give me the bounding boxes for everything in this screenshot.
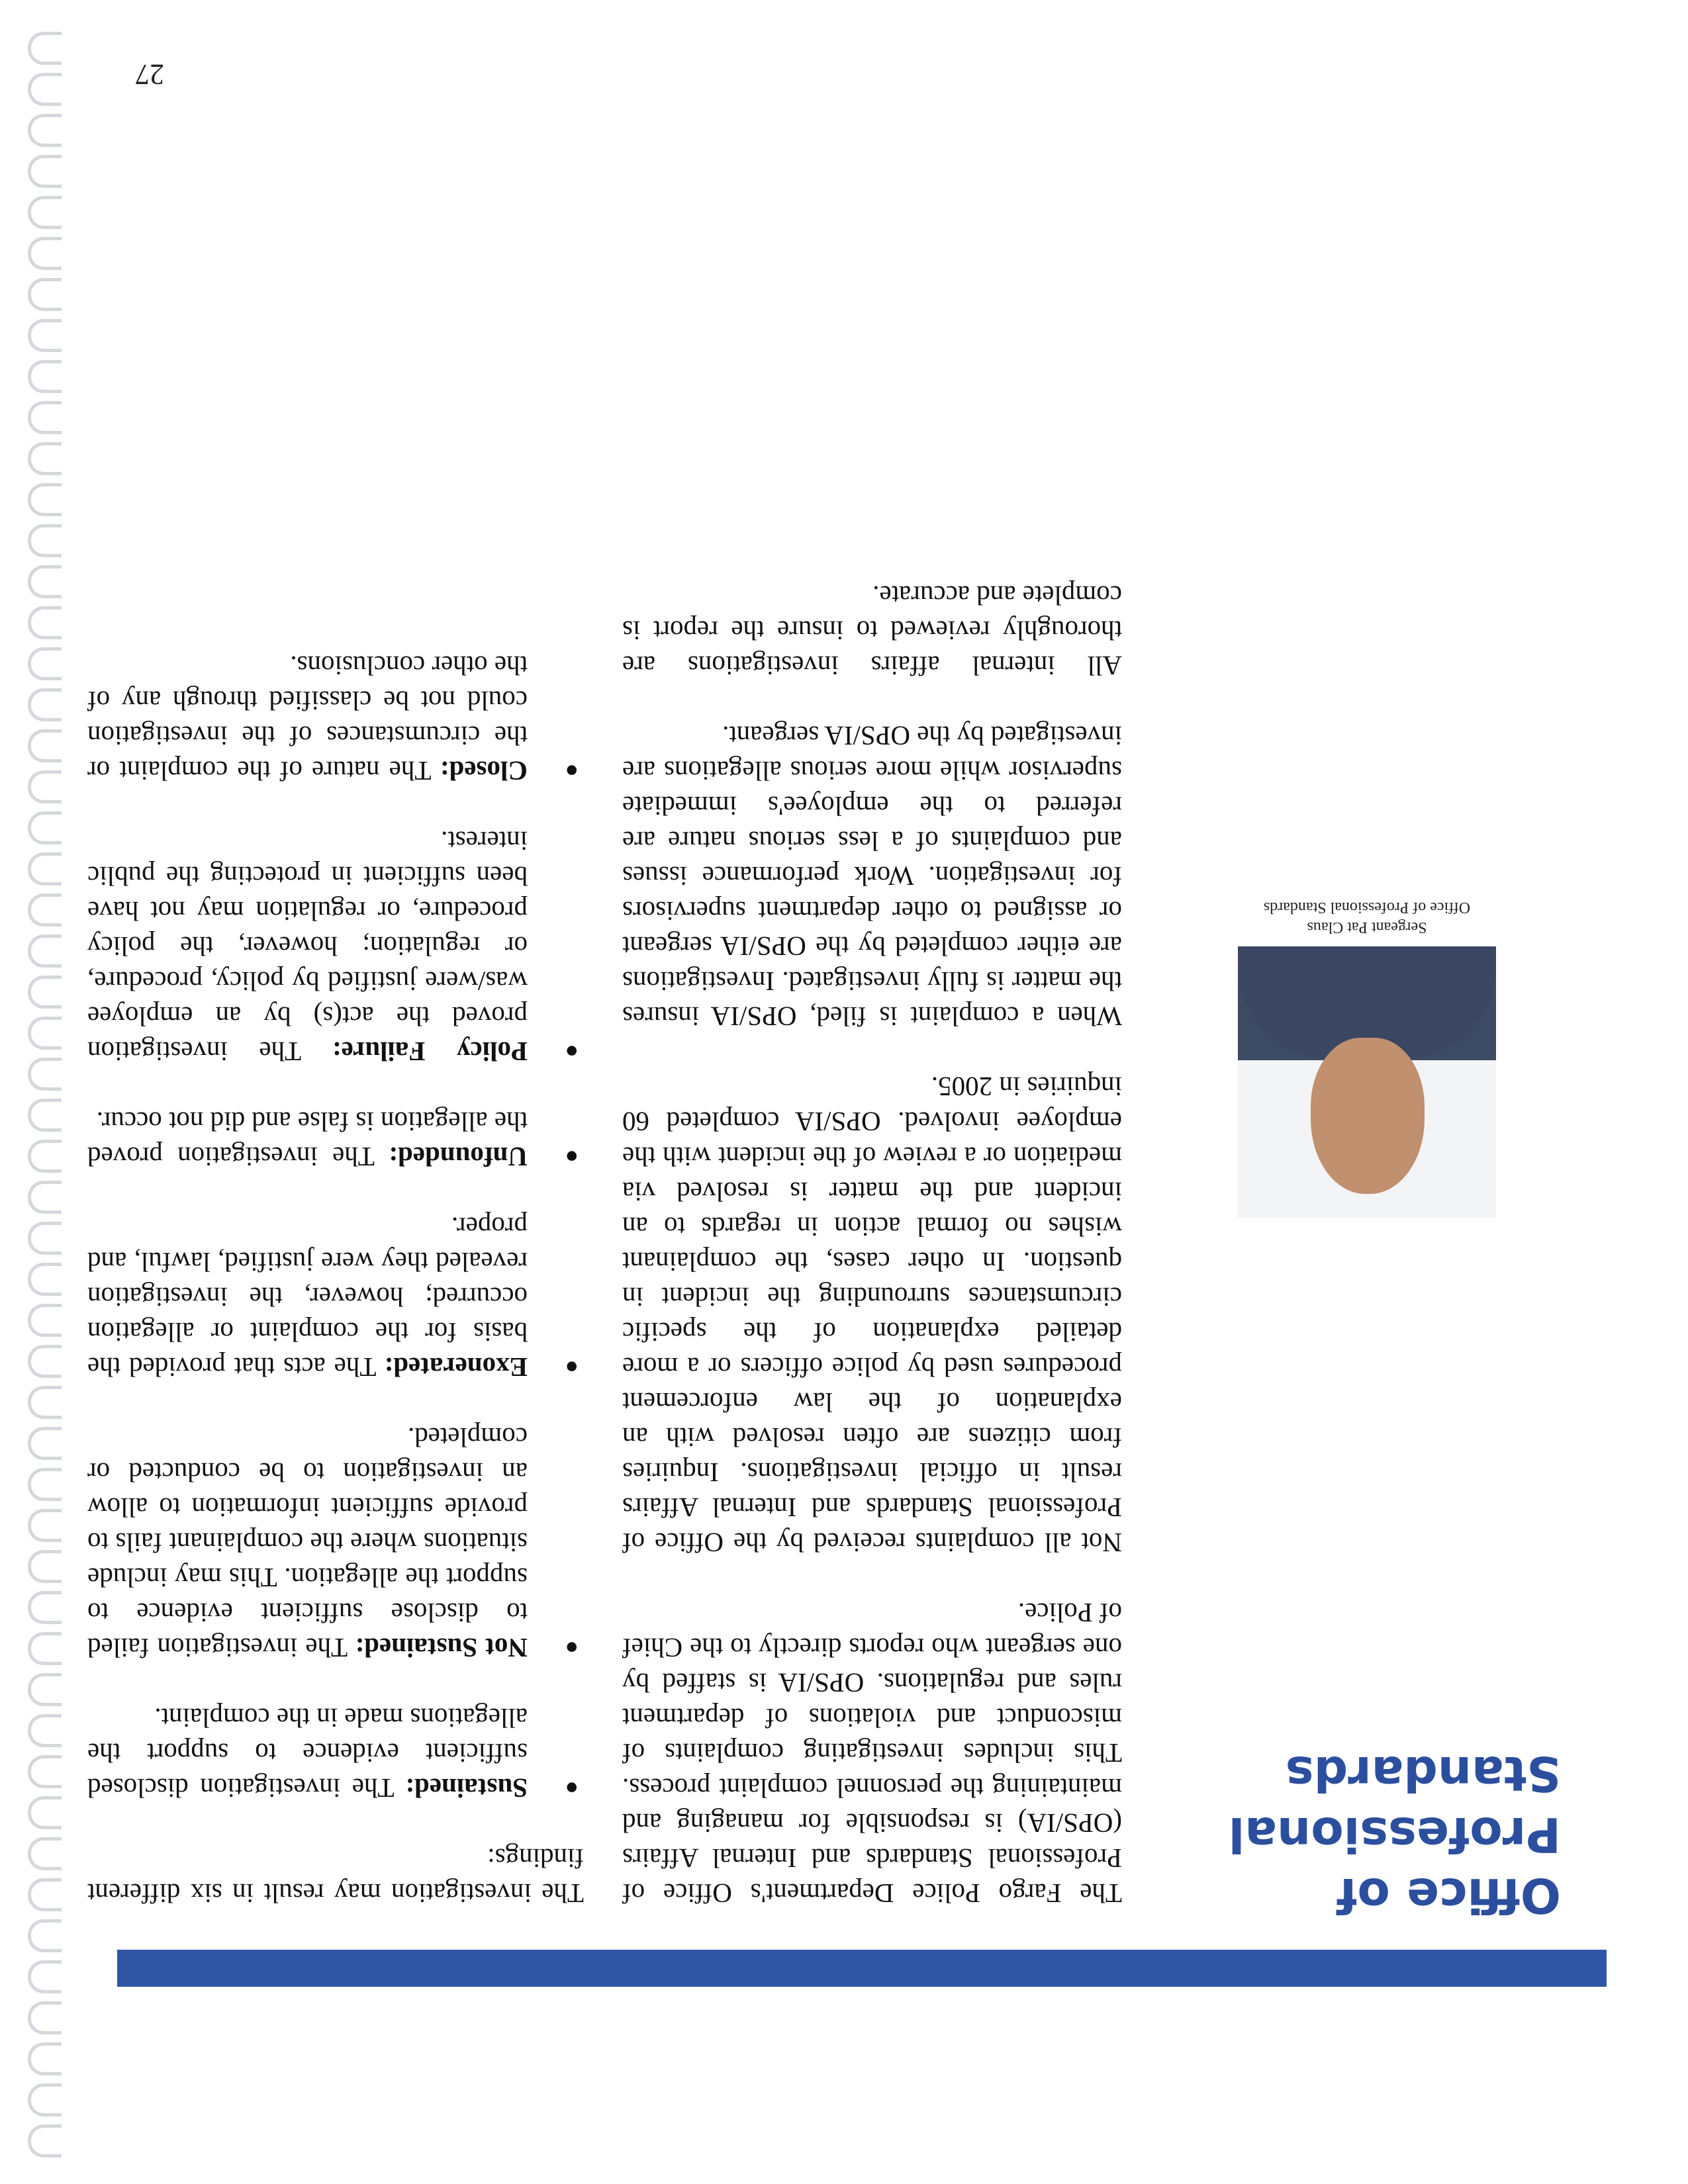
binding-ring — [28, 196, 62, 229]
caption-name: Sergeant Pat Claus — [1307, 919, 1427, 936]
binding-ring — [28, 688, 62, 721]
bullet-icon: ● — [565, 1039, 579, 1064]
binding-ring — [28, 1427, 62, 1460]
title-line-2: Professional — [1228, 1807, 1561, 1862]
binding-ring — [28, 1550, 62, 1583]
binding-ring — [28, 319, 62, 352]
binding-ring — [28, 647, 62, 680]
binding-ring — [28, 483, 62, 516]
binding-ring — [28, 278, 62, 311]
binding-ring — [28, 1181, 62, 1214]
portrait-photo — [1238, 946, 1496, 1218]
photo-caption — [1238, 897, 1496, 937]
binding-ring — [28, 442, 62, 475]
binding-ring — [28, 729, 62, 762]
binding-ring — [28, 1919, 62, 1952]
bullet-icon: ● — [565, 1144, 579, 1169]
paragraph: Not all complaints received by the Office of Professional Standards and Internal Affairs result in official investigations. Inquiries from citizens are often resolved with an explanation of the law enforcement procedures used by police officers or a more detailed explanation of the specific circumstances surrounding the incident in question. In other cases, the complainant wishes no formal action in regards to an incident and the matter is resolved via mediation or a review of the incident with the employee involved. OPS/IA completed 60 inquiries in 2005. — [622, 1071, 1122, 1558]
binding-ring — [28, 1632, 62, 1665]
binding-ring — [28, 1222, 62, 1255]
binding-ring — [28, 1345, 62, 1378]
binding-ring — [28, 1058, 62, 1091]
binding-ring — [28, 1837, 62, 1870]
binding-ring — [28, 606, 62, 639]
binding-ring — [28, 1304, 62, 1337]
finding-text: The acts that provided the basis for the complaint or allegation occurred; however, the investigation revealed they were justified, lawful, and proper. — [87, 1212, 528, 1383]
finding-term: Policy Failure: — [332, 1036, 528, 1067]
finding-text: The investigation proved the act(s) by an employee was/were justified by policy, procedure, or regulation; however, the policy procedure, or regulation may not have been sufficient in protecting the public interest. — [87, 826, 528, 1067]
binding-ring — [28, 155, 62, 188]
binding-ring — [28, 1796, 62, 1829]
portrait-face — [1311, 1038, 1425, 1194]
binding-ring — [28, 1755, 62, 1788]
finding-item — [87, 1700, 584, 1805]
binding-ring — [28, 565, 62, 598]
binding-ring — [28, 32, 62, 65]
binding-ring — [28, 1960, 62, 1993]
binding-ring — [28, 237, 62, 270]
finding-item — [87, 1104, 584, 1174]
header-bar — [117, 1950, 1607, 1987]
binding-ring — [28, 524, 62, 557]
binding-ring — [28, 976, 62, 1009]
binding-ring — [28, 1263, 62, 1296]
binding-ring — [28, 893, 62, 927]
binding-ring — [28, 1140, 62, 1173]
paragraph: The Fargo Police Department's Office of Professional Standards and Internal Affairs (OPS/IA) is responsible for managing and maintaining the personnel complaint process. This includes investigating complaints of misconduct and violations of department rules and regulations. OPS/IA is staffed by one sergeant who reports directly to the Chief of Police. — [622, 1598, 1122, 1909]
finding-term: Closed: — [440, 756, 528, 786]
bullet-icon: ● — [565, 758, 579, 783]
binding-ring — [28, 2083, 62, 2116]
finding-term: Unfounded: — [389, 1142, 528, 1172]
binding-ring — [28, 1673, 62, 1706]
finding-item — [87, 823, 584, 1069]
binding-ring — [28, 1878, 62, 1911]
bullet-icon: ● — [565, 1776, 579, 1800]
binding-ring — [28, 1099, 62, 1132]
finding-text: The investigation failed to disclose sufficient evidence to support the allegation. This may include situations where the complainant fails to provide sufficient information to allow an investigation to be conducted or completed. — [87, 1422, 528, 1663]
binding-ring — [28, 1591, 62, 1624]
binding-ring — [28, 934, 62, 968]
binding-ring — [28, 1468, 62, 1501]
findings-intro: The investigation may result in six different findings: — [87, 1843, 584, 1909]
finding-item — [87, 648, 584, 788]
finding-term: Sustained: — [405, 1773, 528, 1803]
binding-ring — [28, 2001, 62, 2034]
finding-text: The investigation proved the allegation is false and did not occur. — [87, 1107, 528, 1172]
finding-item — [87, 1209, 584, 1385]
binding-ring — [28, 1386, 62, 1419]
paragraph: All internal affairs investigations are thoroughly reviewed to insure the report is complete and accurate. — [622, 580, 1122, 681]
binding-ring — [28, 401, 62, 434]
finding-term: Exonerated: — [384, 1352, 528, 1383]
title-line-1: Office of — [1336, 1868, 1561, 1923]
binding-ring — [28, 1714, 62, 1747]
binding-ring — [28, 1509, 62, 1542]
binding-ring — [28, 811, 62, 844]
finding-text: The investigation disclosed sufficient evidence to support the allegations made in the complaint. — [87, 1703, 528, 1803]
portrait-figure — [1238, 897, 1496, 1218]
binding-ring — [28, 73, 62, 106]
bullet-icon: ● — [565, 1635, 579, 1660]
title-line-3: Standards — [1285, 1746, 1561, 1801]
binding-ring — [28, 2124, 62, 2158]
body-column-1 — [622, 543, 1122, 1911]
page-title — [1164, 1743, 1561, 1926]
finding-text: The nature of the complaint or the circumstances of the investigation could not be classified through any of the other conclusions. — [87, 651, 528, 786]
binding-ring — [28, 2042, 62, 2075]
findings-list — [87, 648, 584, 1805]
binding-ring — [28, 1017, 62, 1050]
bullet-icon: ● — [565, 1355, 579, 1379]
binding-ring — [28, 114, 62, 147]
binding-ring — [28, 852, 62, 886]
page-number: 27 — [135, 58, 164, 91]
finding-item — [87, 1420, 584, 1665]
binding-ring — [28, 770, 62, 803]
binding-ring — [28, 360, 62, 393]
finding-term: Not Sustained: — [355, 1633, 528, 1663]
spiral-binding — [0, 0, 83, 2184]
body-column-2 — [87, 613, 584, 1911]
paragraph: When a complaint is filed, OPS/IA insures the matter is fully investigated. Investigations are either completed by the OPS/IA sergeant or assigned to other department supervisors for investigation. Work performance issues and complaints of a less serious nature are referred to the employee's immediate supervisor while more serious allegations are investigated by the OPS/IA sergeant. — [622, 721, 1122, 1032]
caption-office: Office of Professional Standards — [1263, 899, 1471, 916]
